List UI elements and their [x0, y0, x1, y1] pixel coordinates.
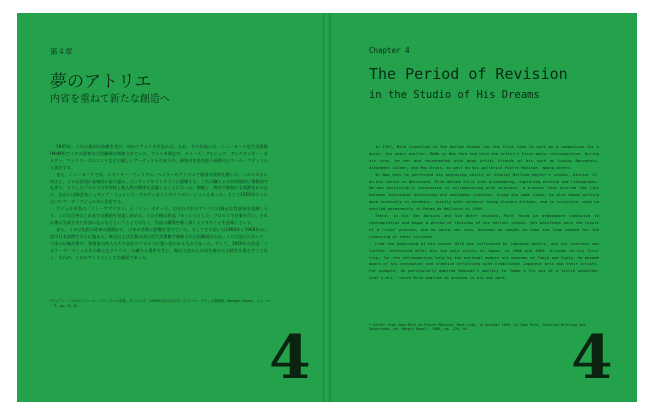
title-en: The Period of Revision	[369, 65, 568, 83]
paragraph: There, in his Son Abrines and Son Boter studios, Miró found an atmosphere conducive to contemplation and began a period of revision of his earlier output. His paintings were the result of a "slow" process, one he would not rush, because he sought to take the time needed for the cleansing of their surfaces.	[369, 213, 599, 239]
footnote-en: * Letter from Joan Miró to Pierre Matisse, Mont-roig, 12 October 1945. In Joan Miró, Selected Writings and Interviews, ed. Margit Rowell, 1986, pp. 125, 44.	[369, 323, 586, 331]
title-ja: 夢のアトリエ	[50, 72, 152, 92]
paragraph: また、ミロは色彩の改革の面倒から、日本の芸術に影響を受けていた。そしてその思いは1966年と1969年の二度の日本訪問でさらに強まる。東京および京都の国立近代美術館で開催された回顧展のため、ミロは訪日において、日本の伝統美術や、書道家の作人たちや詩作のプロセスに強い惹かれるものであった。そして、1956年の作品「パルマ・デ・マジョルカの新たなアトリエ」の確たる場所を生に、陶石大会からの気を掛けた大時計を果たすことなく、それが、ミロのアトリエとしての側面であった。	[50, 226, 268, 260]
subtitle-en: in the Studio of His Dreams	[369, 89, 540, 101]
paragraph: また、ニューヨークでは、スタンリー・ウィリアム・ヘイターのアトリエで版画の技術を磨いた。バルセロナに戻ると、ミロは前国に本格的に取り組み、エッチングやリトグラフに挑戦する。これは職人との共同制作に積極的でもあり、そうしたプロセスは作家性と個人性の関係を意識したことになった。陶磁と、陶芸や彫刻にも情熱をかたむけ、なかには陶芸家ジョゼップ・リョレンス・アルティガスとのコラボレーションもあった。そして1956年にミロはパルマ・デ・マジョルカに住居する。	[50, 171, 268, 205]
left-page	[17, 13, 323, 402]
chapter-label-ja: 第４章	[50, 47, 73, 56]
right-page	[331, 13, 637, 402]
chapter-numeral: 4	[269, 323, 311, 393]
book-gutter	[323, 13, 331, 402]
subtitle-ja: 内省を重ねて新たな創造へ	[50, 94, 170, 105]
paragraph: マジョルカ島の「ソン・アブリネス」と「ソン・ボテール」のそれぞれのアトリエの静かな雰囲気を発揮し入り、ミロは自身のこれまでの創造を見直し始める。ミロの後は作品「ゆっくりとした」プロセスで仕事を行い、それは後に完成させた作品になるなどということではなく、作品の構築を静く深く入りすることを意味している。	[50, 206, 268, 225]
paragraph: 1947年、ミロは最初の依頼を受け、初めてアメリカを訪れる。なお、その年秋には、ニューヨーク近代美術館(MoMA)でミロの最初の大回顧展が開催されていた。アメリカ滞在中、ルイーズ・ブルジョワ、アレクサンダー・カルダー、マックス・エルンストなどの親しいアーティストの友人や、画家の作品を扱う画商のピエール・マティスらと再会する。	[50, 144, 268, 170]
paragraph: In 1947, Miró travelled to the United States for the first time to work on a commission for a mural. Six years earlier, MoMA in New York had held the artist's first major retrospective. During his stay, he met and reconnected with good artist friends of his such as Louise Bourgeois, Alexander Calder, and Max Ernst, as well as his gallerist Pierre Matisse, among others.	[369, 144, 599, 170]
footnote-ja: *ジョアン・ミロからピエール・マティスへの手紙、モンロイグ 1945年10月12日付（ピエール・マティス資料館、Morgan Library、ニューヨーク、pp. 15, 42.	[50, 299, 270, 308]
chapter-label-en: Chapter 4	[369, 46, 410, 55]
body-text-en	[369, 144, 599, 282]
paragraph: From the beginning of his career Miró was influenced by Japanese poetry, and his interest was further reinforced after his two only visits to Japan, in 1966 and 1969. Already on his first trip, for the retrospective held by the national modern art museums of Tokyo and Kyoto, he became aware of his conceptual and creative affinities with traditional Japanese arts and their artists. For example, he particularly admired Hokusai's ability to "make a fly out of a little penholder that's all," which Miró aspired to achieve in his own work.	[369, 240, 599, 281]
chapter-numeral: 4	[571, 323, 613, 393]
paragraph: In New York he perfected his engraving skills at Stanley William Hayter's studio, Atelier 17. On his return to Barcelona, Miró delved fully into printmaking, exploring etching and lithography. He was particularly interested in collaborating with artisans, a process that blurred the line between individual authorship and anonymous creation. Along the same lines, he also began working more intensely in ceramics, jointly with ceramist Josep Llorens Artigas, and in sculpture, when he settled permanently in Palma de Mallorca in 1956.	[369, 171, 599, 212]
body-text-ja	[50, 144, 268, 261]
